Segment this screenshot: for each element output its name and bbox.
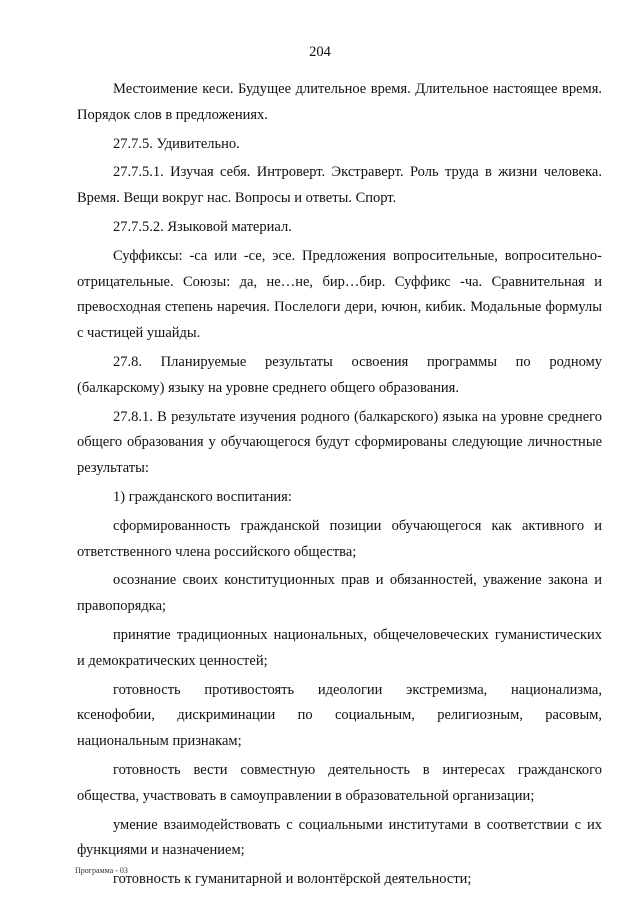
list-item: принятие традиционных национальных, общечеловеческих гуманистических и демократических ценностей; [77, 626, 602, 669]
section-heading: 27.8. Планируемые результаты освоения программы по родному (балкарскому) языку на уровне среднего общего образования. [77, 353, 602, 396]
paragraph: 27.8.1. В результате изучения родного (балкарского) языка на уровне среднего общего образования у обучающегося будут сформированы следующие личностные результаты: [77, 408, 602, 477]
list-heading: 1) гражданского воспитания: [113, 488, 292, 505]
list-item: готовность вести совместную деятельность в интересах гражданского общества, участвовать в самоуправлении в образовательной организации; [77, 761, 602, 804]
list-item: осознание своих конституционных прав и обязанностей, уважение закона и правопорядка; [77, 572, 602, 615]
section-heading: 27.7.5.2. Языковой материал. [113, 218, 292, 235]
page-number: 204 [309, 44, 331, 60]
paragraph: Местоимение кеси. Будущее длительное время. Длительное настоящее время. Порядок слов в предложениях. [77, 81, 602, 123]
paragraph: Суффиксы: -са или -се, эсе. Предложения вопросительные, вопросительно-отрицательные. Союзы: да, не…не, бир…бир. Суффикс -ча. Сравнительная и превосходная степень наречия. Послелоги дери, ючюн, кибик. Модальные формулы с частицей ушайды. [77, 247, 602, 342]
page-body [77, 77, 602, 893]
paragraph: 27.7.5.1. Изучая себя. Интроверт. Экстраверт. Роль труда в жизни человека. Время. Вещи вокруг нас. Вопросы и ответы. Спорт. [77, 164, 602, 207]
footer-label: Программа - 03 [75, 866, 128, 875]
list-item: умение взаимодействовать с социальными институтами в соответствии с их функциями и назначением; [77, 816, 602, 859]
section-heading: 27.7.5. Удивительно. [113, 135, 240, 152]
list-item: готовность противостоять идеологии экстремизма, национализма, ксенофобии, дискриминации по социальным, религиозным, расовым, национальным признакам; [77, 681, 602, 750]
list-item: готовность к гуманитарной и волонтёрской деятельности; [113, 871, 472, 888]
list-item: сформированность гражданской позиции обучающегося как активного и ответственного члена российского общества; [77, 517, 602, 560]
